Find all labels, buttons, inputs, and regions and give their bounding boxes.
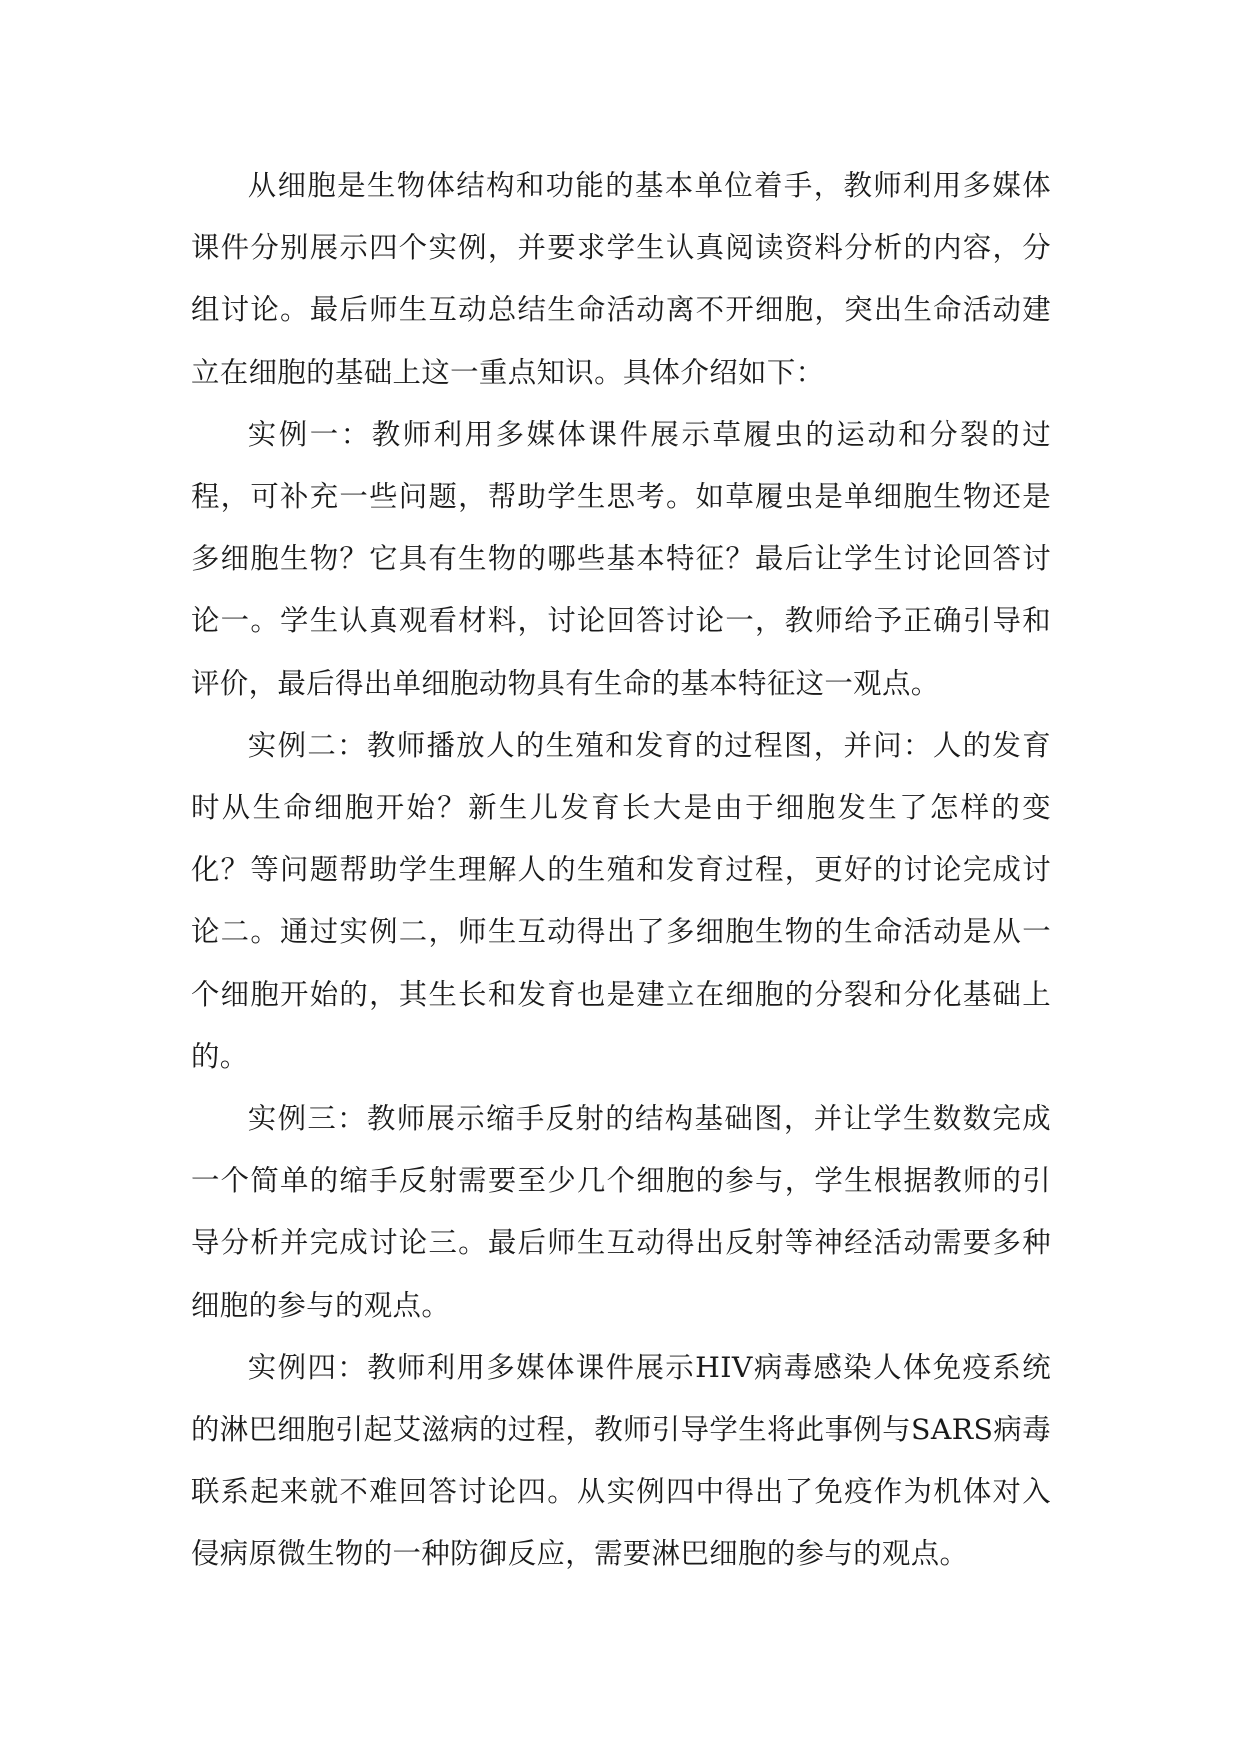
paragraph-example-2: 实例二：教师播放人的生殖和发育的过程图，并问：人的发育时从生命细胞开始？新生儿发育长大是由于细胞发生了怎样的变化？等问题帮助学生理解人的生殖和发育过程，更好的讨论完成讨论二。通过实例二，师生互动得出了多细胞生物的生命活动是从一个细胞开始的，其生长和发育也是建立在细胞的分裂和分化基础上的。 [191, 728, 1051, 1073]
paragraph-example-1: 实例一：教师利用多媒体课件展示草履虫的运动和分裂的过程，可补充一些问题，帮助学生思考。如草履虫是单细胞生物还是多细胞生物？它具有生物的哪些基本特征？最后让学生讨论回答讨论一。学生认真观看材料，讨论回答讨论一，教师给予正确引导和评价，最后得出单细胞动物具有生命的基本特征这一观点。 [191, 417, 1051, 700]
paragraph-example-3: 实例三：教师展示缩手反射的结构基础图，并让学生数数完成一个简单的缩手反射需要至少几个细胞的参与，学生根据教师的引导分析并完成讨论三。最后师生互动得出反射等神经活动需要多种细胞的参与的观点。 [191, 1102, 1051, 1322]
paragraph-example-4: 实例四：教师利用多媒体课件展示HIV病毒感染人体免疫系统的淋巴细胞引起艾滋病的过程，教师引导学生将此事例与SARS病毒联系起来就不难回答讨论四。从实例四中得出了免疫作为机体对入侵病原微生物的一种防御反应，需要淋巴细胞的参与的观点。 [191, 1350, 1051, 1571]
document-body [191, 155, 1051, 1586]
paragraph-intro: 从细胞是生物体结构和功能的基本单位着手，教师利用多媒体课件分别展示四个实例，并要求学生认真阅读资料分析的内容，分组讨论。最后师生互动总结生命活动离不开细胞，突出生命活动建立在细胞的基础上这一重点知识。具体介绍如下： [191, 169, 1051, 389]
